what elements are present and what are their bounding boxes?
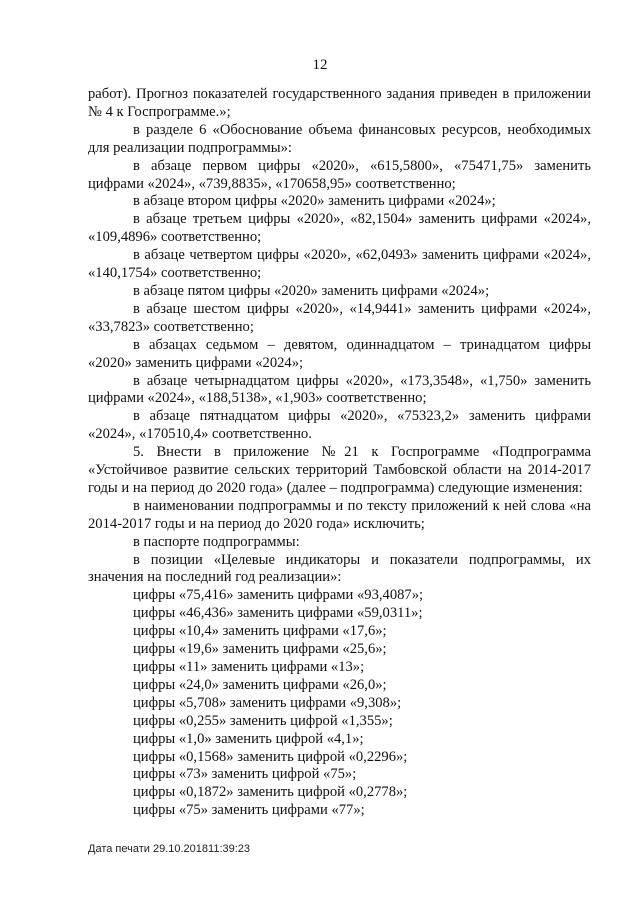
paragraph: цифры «46,436» заменить цифрами «59,0311»; [133, 605, 423, 622]
paragraph: цифры «73» заменить цифрой «75»; [133, 766, 357, 783]
paragraph: в паспорте подпрограммы: [133, 533, 300, 550]
paragraph: цифры «75» заменить цифрами «77»; [133, 802, 365, 819]
paragraph: в абзаце шестом цифры «2020», «14,9441» заменить цифрами «2024», «33,7823» соответственно; [88, 300, 591, 335]
paragraph: в абзацах седьмом – девятом, одиннадцатом – тринадцатом цифры «2020» заменить цифрами «2024»; [88, 336, 591, 371]
paragraph: цифры «0,1568» заменить цифрой «0,2296»; [133, 748, 408, 765]
paragraph: в наименовании подпрограммы и по тексту приложений к ней слова «на 2014-2017 годы и на период до 2020 года» исключить; [88, 497, 591, 532]
paragraph: цифры «5,708» заменить цифрами «9,308»; [133, 694, 402, 711]
paragraph: цифры «0,1872» заменить цифрой «0,2778»; [133, 784, 408, 801]
paragraph: в абзаце четырнадцатом цифры «2020», «173,3548», «1,750» заменить цифрами «2024», «188,5138», «1,903» соответственно; [88, 372, 591, 407]
page-number: 12 [312, 57, 328, 73]
paragraph: цифры «11» заменить цифрами «13»; [133, 659, 365, 675]
paragraph: в разделе 6 «Обоснование объема финансовых ресурсов, необходимых для реализации подпрограммы»: [88, 121, 591, 156]
paragraph: цифры «24,0» заменить цифрами «26,0»; [133, 676, 387, 693]
paragraph: в абзаце третьем цифры «2020», «82,1504» заменить цифрами «2024», «109,4896» соответственно; [88, 211, 591, 246]
document-body [88, 86, 591, 820]
paragraph: цифры «75,416» заменить цифрами «93,4087»; [133, 587, 424, 604]
paragraph: цифры «10,4» заменить цифрами «17,6»; [133, 623, 387, 640]
paragraph: в абзаце пятом цифры «2020» заменить цифрами «2024»; [133, 282, 490, 299]
paragraph: 5. Внести в приложение №21 к Госпрограмме «Подпрограмма «Устойчивое развитие сельских территорий Тамбовской области на 2014-2017 годы и на период до 2020 года» (далее – подпрограмма) следующие изменения: [88, 444, 591, 496]
paragraph: в абзаце первом цифры «2020», «615,5800», «75471,75» заменить цифрами «2024», «739,8835», «170658,95» соответственно; [88, 157, 591, 192]
paragraph: в абзаце втором цифры «2020» заменить цифрами «2024»; [133, 193, 496, 210]
paragraph: в абзаце четвертом цифры «2020», «62,0493» заменить цифрами «2024», «140,1754» соответственно; [88, 247, 591, 282]
print-date-footer: Дата печати 29.10.201811:39:23 [88, 843, 251, 855]
paragraph: цифры «19,6» заменить цифрами «25,6»; [133, 641, 387, 658]
paragraph: цифры «1,0» заменить цифрой «4,1»; [133, 730, 364, 747]
paragraph: в абзаце пятнадцатом цифры «2020», «75323,2» заменить цифрами «2024», «170510,4» соответственно. [88, 408, 591, 443]
paragraph: в позиции «Целевые индикаторы и показатели подпрограммы, их значения на последний год реализации»: [88, 551, 591, 586]
paragraph: работ). Прогноз показателей государственного задания приведен в приложении № 4 к Госпрограмме.»; [88, 86, 591, 120]
paragraph: цифры «0,255» заменить цифрой «1,355»; [133, 712, 393, 729]
